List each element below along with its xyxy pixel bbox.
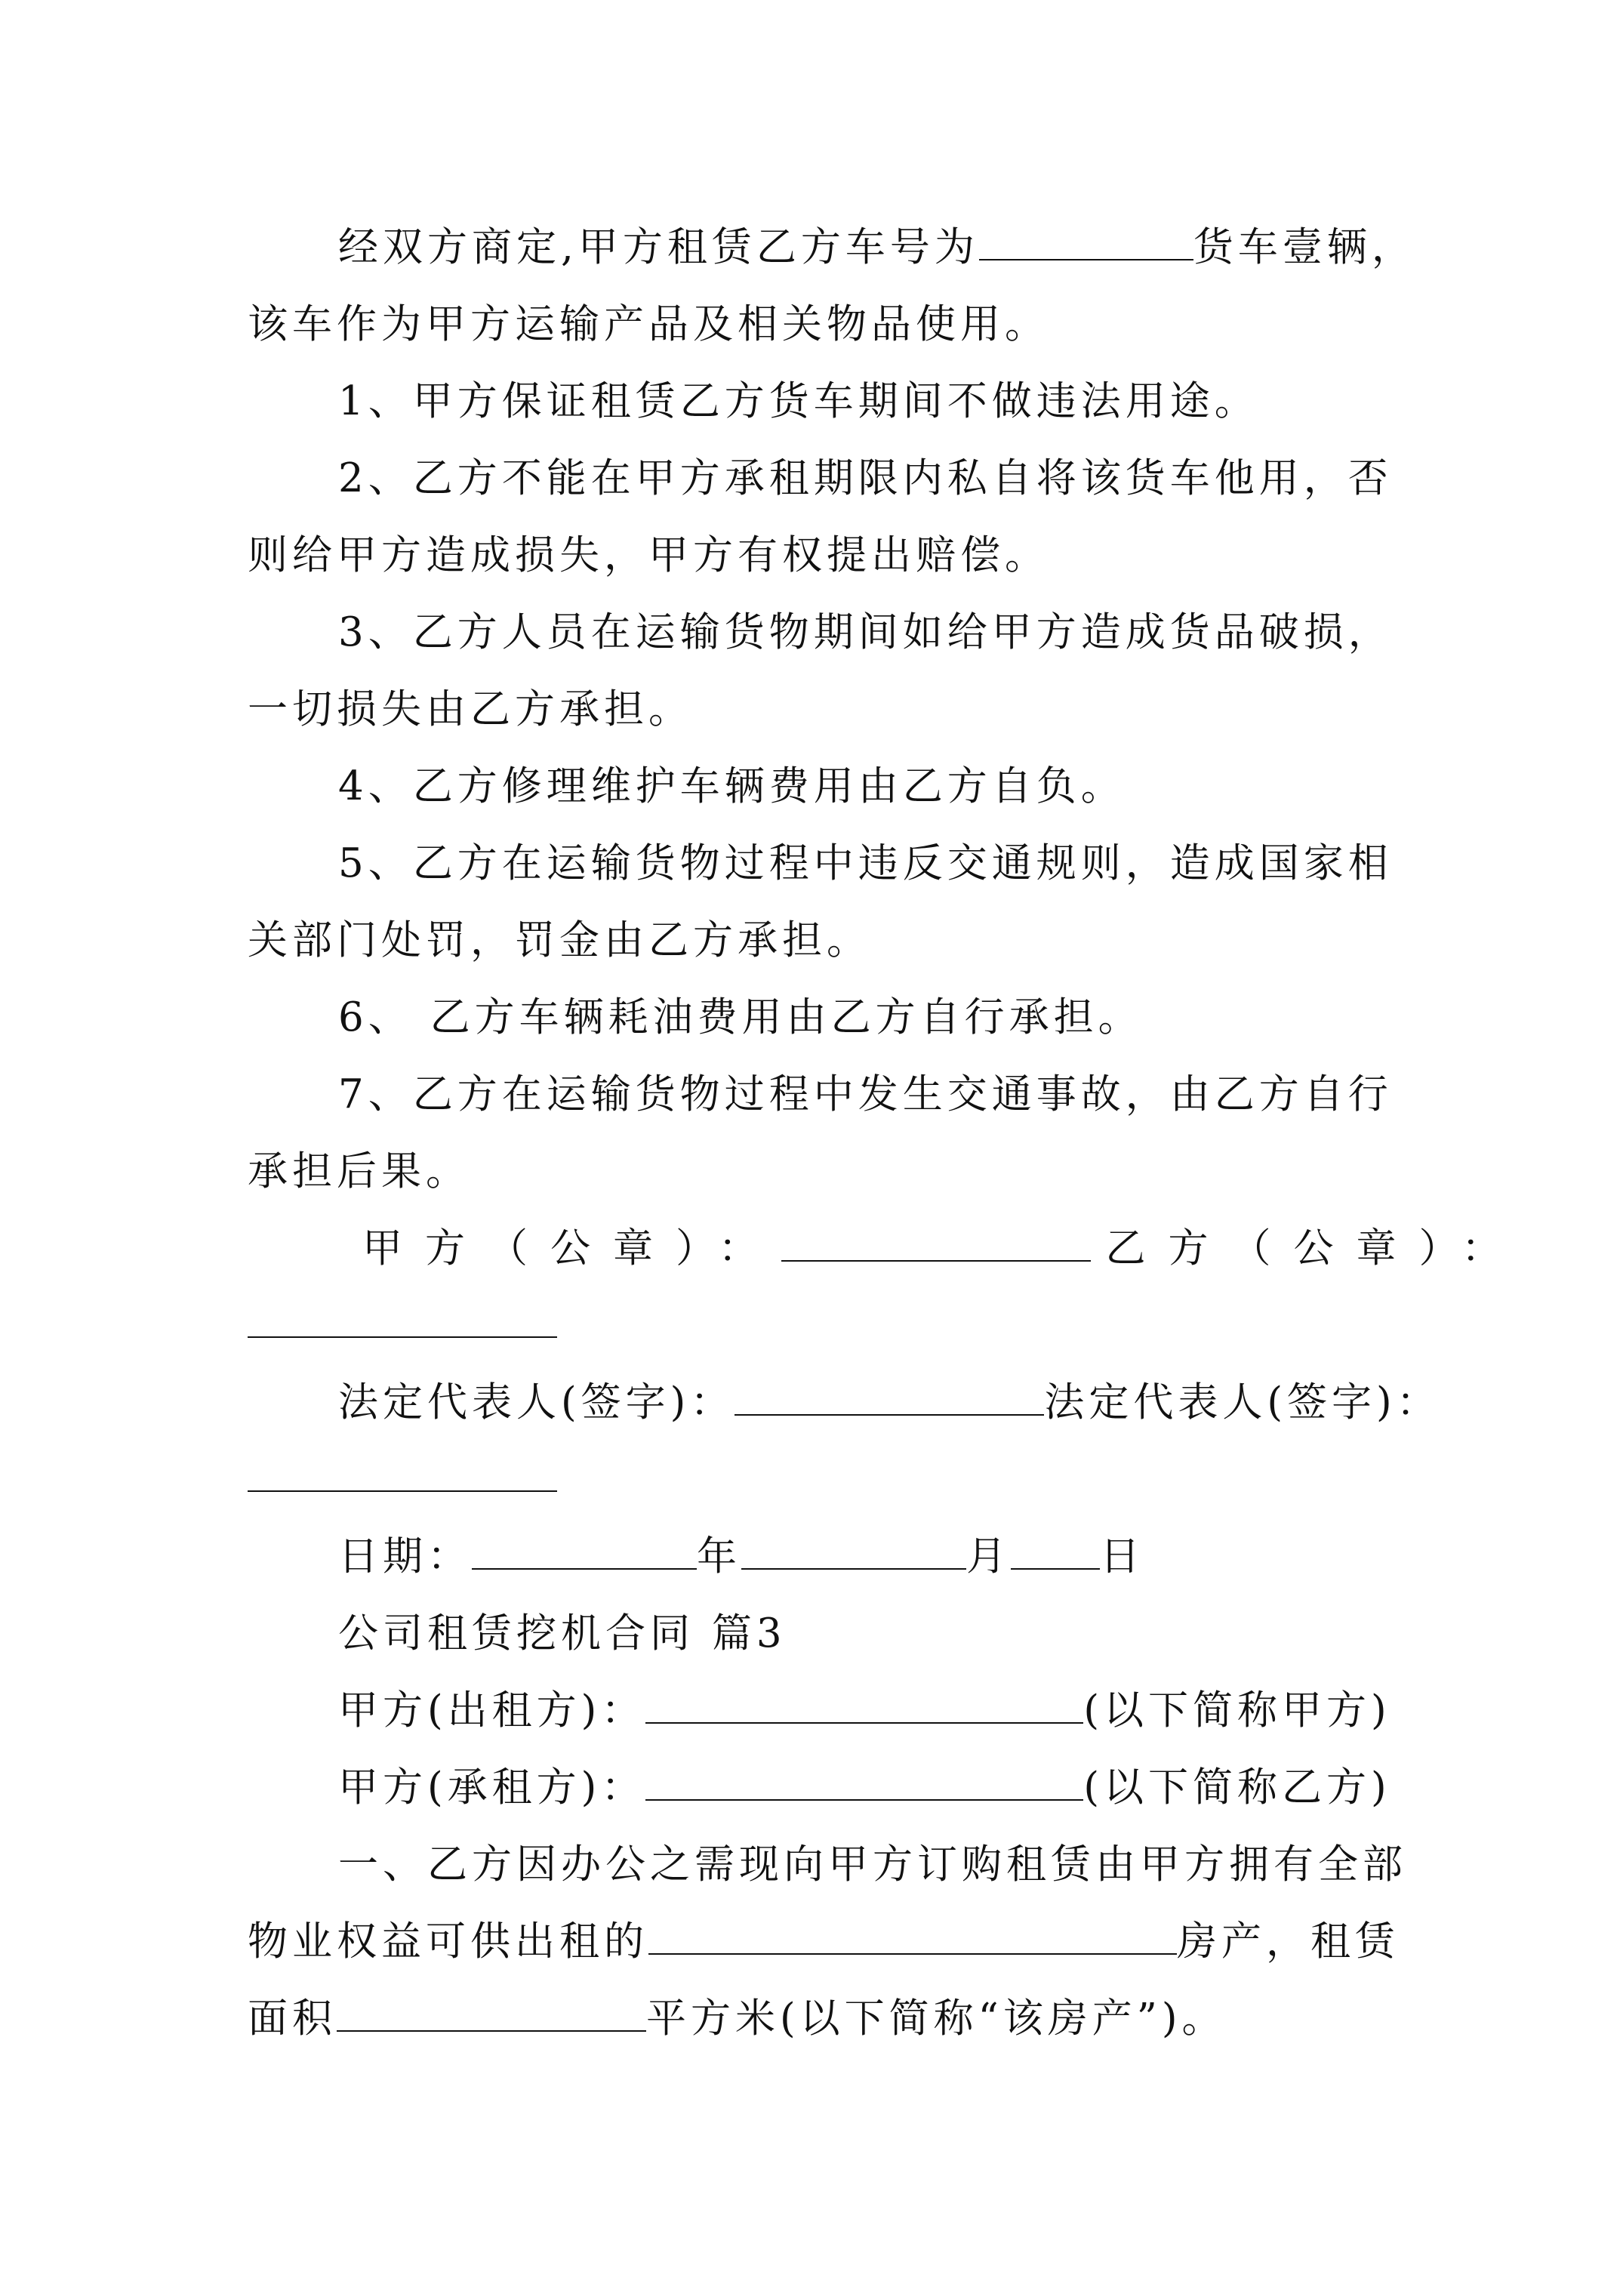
- clause-7-line-1: 7、乙方在运输货物过程中发生交通事故，由乙方自行: [338, 1071, 1393, 1117]
- lessee-blank: [645, 1764, 1083, 1801]
- date-line: [248, 1533, 1410, 1581]
- day-label: 日: [1100, 1533, 1144, 1579]
- seal-line: [248, 1225, 1524, 1273]
- clause-6: 6、 乙方车辆耗油费用由乙方自行承担。: [338, 994, 1143, 1040]
- lessee-line: [248, 1764, 1410, 1812]
- lessor-suffix: (以下简称甲方): [1083, 1687, 1391, 1734]
- rep-a-label: 法定代表人(签字)：: [338, 1379, 735, 1425]
- date-label: 日期：: [338, 1533, 472, 1579]
- section3-paragraph-line-1: 一、乙方因办公之需现向甲方订购租赁由甲方拥有全部: [338, 1841, 1407, 1888]
- representative-line: [248, 1379, 1441, 1427]
- clause-1: 1、甲方保证租赁乙方货车期间不做违法用途。: [338, 378, 1259, 424]
- clause-2-line-2: 则给甲方造成损失，甲方有权提出赔偿。: [248, 532, 1049, 578]
- clause-7-line-2: 承担后果。: [248, 1148, 470, 1194]
- clause-3-line-1: 3、乙方人员在运输货物期间如给甲方造成货品破损，: [338, 609, 1393, 655]
- area-blank: [337, 1996, 646, 2032]
- clause-5-line-1: 5、乙方在运输货物过程中违反交通规则，造成国家相: [338, 840, 1393, 886]
- intro-line-2: 该车作为甲方运输产品及相关物品使用。: [248, 301, 1049, 347]
- intro-text-2: 货车壹辆，: [1193, 224, 1416, 270]
- area-text-b: 平方米(以下简称“该房产”)。: [646, 1996, 1227, 2042]
- month-label: 月: [966, 1533, 1011, 1579]
- rep-b-blank: [248, 1490, 557, 1492]
- area-text-a: 面积: [248, 1996, 337, 2042]
- year-blank: [472, 1533, 697, 1570]
- property-text-a: 物业权益可供出租的: [248, 1918, 648, 1965]
- clause-4: 4、乙方修理维护车辆费用由乙方自负。: [338, 763, 1126, 809]
- clause-5-line-2: 关部门处罚，罚金由乙方承担。: [248, 917, 871, 963]
- intro-text-1: 经双方商定,甲方租赁乙方车号为: [338, 224, 979, 270]
- lessee-label: 甲方(承租方)：: [338, 1764, 646, 1811]
- party-a-seal-blank: [781, 1225, 1091, 1262]
- clause-2-line-1: 2、乙方不能在甲方承租期限内私自将该货车他用，否: [338, 455, 1393, 501]
- property-text-b: 房产，租赁: [1177, 1918, 1400, 1965]
- truck-number-blank: [979, 224, 1193, 260]
- section3-paragraph-line-3: [248, 1995, 1410, 2043]
- party-b-seal-blank: [248, 1336, 557, 1338]
- property-blank: [648, 1918, 1177, 1955]
- clause-3-line-2: 一切损失由乙方承担。: [248, 686, 693, 732]
- month-blank: [741, 1533, 966, 1570]
- party-b-seal-label: 乙方（公章）：: [1105, 1225, 1524, 1271]
- lessor-blank: [645, 1687, 1083, 1724]
- lessee-suffix: (以下简称乙方): [1083, 1764, 1391, 1811]
- intro-line-1: [248, 223, 1416, 272]
- section3-paragraph-line-2: [248, 1918, 1410, 1966]
- year-label: 年: [697, 1533, 741, 1579]
- lessor-line: [248, 1687, 1410, 1735]
- day-blank: [1011, 1533, 1100, 1570]
- rep-a-blank: [735, 1379, 1044, 1416]
- lessor-label: 甲方(出租方)：: [338, 1687, 646, 1734]
- party-a-seal-label: 甲方（公章）：: [362, 1225, 781, 1271]
- section-heading: 公司租赁挖机合同 篇3: [338, 1610, 787, 1657]
- rep-b-label: 法定代表人(签字)：: [1044, 1379, 1441, 1425]
